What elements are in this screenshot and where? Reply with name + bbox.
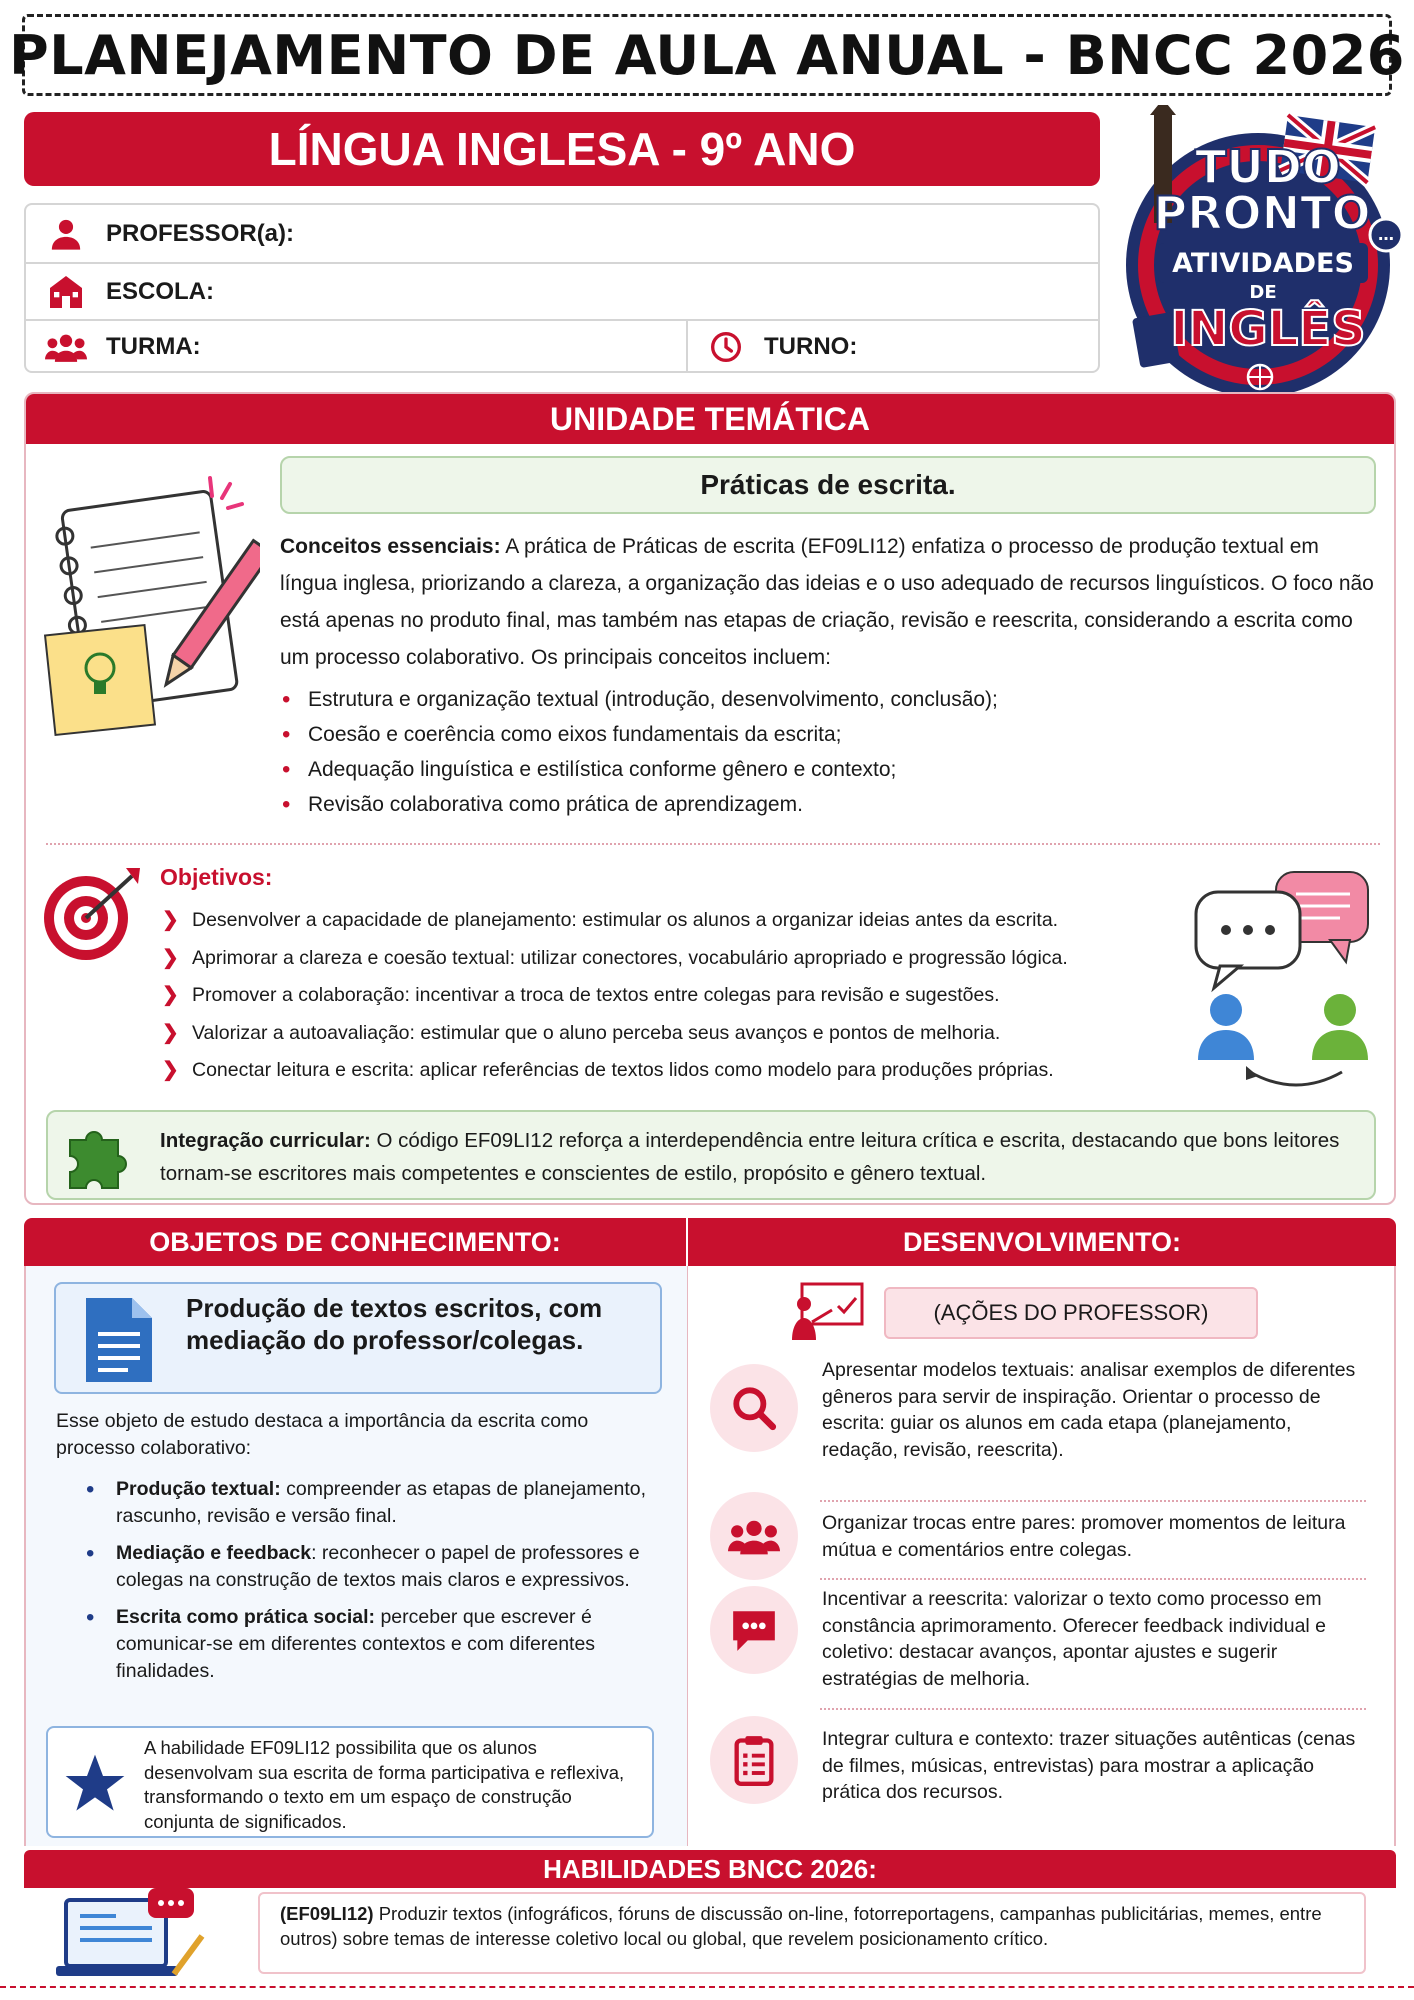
logo-tudo: TUDO bbox=[1194, 140, 1342, 194]
unidade-tematica-heading: UNIDADE TEMÁTICA bbox=[26, 394, 1394, 444]
group-icon bbox=[728, 1516, 780, 1556]
identification-box bbox=[24, 203, 1100, 373]
turma-row bbox=[26, 321, 686, 373]
logo-atividades: ATIVIDADES bbox=[1172, 248, 1354, 279]
clipboard-icon-circle bbox=[710, 1716, 798, 1804]
item-label: Produção textual: bbox=[116, 1478, 281, 1500]
star-icon bbox=[62, 1752, 128, 1816]
integracao-label: Integração curricular: bbox=[160, 1129, 371, 1152]
conceitos-label: Conceitos essenciais: bbox=[280, 535, 501, 558]
objeto-intro: Esse objeto de estudo destaca a importância da escrita como processo colaborativo: bbox=[56, 1410, 589, 1459]
document-icon bbox=[84, 1296, 154, 1384]
magnifier-icon-circle bbox=[710, 1364, 798, 1452]
objeto-title: Produção de textos escritos, com mediação do professor/colegas. bbox=[186, 1293, 603, 1355]
habilidade-code: (EF09LI12) bbox=[280, 1903, 374, 1924]
clock-icon bbox=[688, 331, 764, 363]
desenvolvimento-item: Integrar cultura e contexto: trazer situações autênticas (cenas de filmes, músicas, entrevistas) para mostrar a aplicação prática dos recursos. bbox=[822, 1728, 1356, 1803]
list-item: ❯ Promover a colaboração: incentivar a troca de textos entre colegas para revisão e sugestões. bbox=[160, 978, 1180, 1016]
item-label: Escrita como prática social: bbox=[116, 1606, 376, 1628]
list-item: ❯ Conectar leitura e escrita: aplicar referências de textos lidos como modelo para produções próprias. bbox=[160, 1053, 1180, 1091]
group-icon bbox=[26, 332, 106, 362]
objetivos-list bbox=[160, 903, 1180, 1091]
habilidade-box bbox=[258, 1892, 1366, 1974]
list-item: ❯ Valorizar a autoavaliação: estimular que o aluno perceba seus avanços e pontos de melhoria. bbox=[160, 1016, 1180, 1054]
list-item: • Coesão e coerência como eixos fundamentais da escrita; bbox=[280, 717, 1380, 752]
magnifier-icon bbox=[729, 1383, 779, 1433]
professor-label: PROFESSOR(a): bbox=[106, 219, 295, 247]
integracao-box bbox=[46, 1110, 1376, 1200]
list-item bbox=[86, 1604, 656, 1685]
integracao-text bbox=[160, 1124, 1370, 1190]
target-icon bbox=[40, 862, 144, 966]
laptop-icon bbox=[56, 1886, 206, 1982]
escola-label: ESCOLA: bbox=[106, 277, 214, 305]
habilidade-note: A habilidade EF09LI12 possibilita que os alunos desenvolvam sua escrita de forma participativa e reflexiva, transformando o texto em um espaço de construção conjunta de significados. bbox=[144, 1737, 625, 1832]
turno-row bbox=[688, 321, 1102, 373]
logo-ingles: INGLÊS bbox=[1170, 301, 1366, 357]
conceitos-paragraph bbox=[280, 528, 1380, 676]
logo-pronto: PRONTO bbox=[1153, 186, 1371, 240]
objeto-title-box bbox=[54, 1282, 662, 1394]
teacher-board-icon bbox=[788, 1280, 866, 1342]
escola-row bbox=[26, 264, 1098, 319]
integracao-body: O código EF09LI12 reforça a interdependência entre leitura crítica e escrita, destacando que bons leitores tornam-se escritores mais competentes e conscientes de estilo, propósito e gênero textual. bbox=[160, 1129, 1340, 1185]
notebook-pencil-icon bbox=[40, 470, 260, 750]
list-item: • Estrutura e organização textual (introdução, desenvolvimento, conclusão); bbox=[280, 682, 1380, 717]
habilidade-note-box bbox=[46, 1726, 654, 1838]
list-item: • Adequação linguística e estilística conforme gênero e contexto; bbox=[280, 752, 1380, 787]
conceitos-text: A prática de Práticas de escrita (EF09LI12) enfatiza o processo de produção textual em língua inglesa, priorizando a clareza, a organização das ideias e o uso adequado de recursos linguísticos. O foco não está apenas no produto final, mas também nas etapas de criação, revisão e reescrita, considerando a escrita como um processo colaborativo. Os principais conceitos incluem: bbox=[280, 535, 1374, 669]
desenvolvimento-item: Incentivar a reescrita: valorizar o texto como processo em constância aprimoramento. Oferecer feedback individual e coletivo: destacar avanços, apontar ajustes e sugerir estratégias de melhoria. bbox=[822, 1588, 1327, 1690]
list-item: ❯ Aprimorar a clareza e coesão textual: utilizar conectores, vocabulário apropriado e progressão lógica. bbox=[160, 941, 1180, 979]
desenvolvimento-item: Organizar trocas entre pares: promover momentos de leitura mútua e comentários entre colegas. bbox=[822, 1512, 1346, 1561]
habilidade-text bbox=[280, 1902, 1350, 1951]
group-icon-circle bbox=[710, 1492, 798, 1580]
turno-label: TURNO: bbox=[764, 333, 858, 360]
conversation-icon bbox=[1190, 870, 1376, 1092]
conceitos-list bbox=[280, 682, 1380, 822]
page-title: PLANEJAMENTO DE AULA ANUAL - BNCC 2026 bbox=[22, 14, 1392, 96]
tema-box: Práticas de escrita. bbox=[280, 456, 1376, 514]
tudo-pronto-logo bbox=[1118, 105, 1406, 405]
item-text: perceber que escrever é comunicar-se em diferentes contextos e com diferentes finalidades. bbox=[116, 1606, 596, 1682]
turma-label: TURMA: bbox=[106, 333, 201, 360]
objetos-heading: OBJETOS DE CONHECIMENTO: bbox=[24, 1218, 686, 1266]
school-icon bbox=[26, 275, 106, 309]
desenvolvimento-heading: DESENVOLVIMENTO: bbox=[688, 1218, 1396, 1266]
svg-text:…: … bbox=[1378, 225, 1394, 244]
item-text: : reconhecer o papel de professores e colegas na construção de textos mais claros e expressivos. bbox=[116, 1542, 640, 1591]
habilidades-heading: HABILIDADES BNCC 2026: bbox=[24, 1850, 1396, 1888]
item-label: Mediação e feedback bbox=[116, 1542, 312, 1564]
person-icon bbox=[26, 217, 106, 251]
puzzle-icon bbox=[62, 1122, 134, 1192]
list-item bbox=[86, 1540, 656, 1594]
clipboard-icon bbox=[732, 1734, 776, 1786]
acoes-professor-label: (AÇÕES DO PROFESSOR) bbox=[884, 1287, 1258, 1339]
divider bbox=[820, 1708, 1366, 1710]
divider bbox=[820, 1578, 1366, 1580]
logo-de: DE bbox=[1249, 282, 1277, 303]
item-text: compreender as etapas de planejamento, rascunho, revisão e versão final. bbox=[116, 1478, 647, 1527]
list-item: ❯ Desenvolver a capacidade de planejamento: estimular os alunos a organizar ideias antes da escrita. bbox=[160, 903, 1180, 941]
divider bbox=[46, 843, 1380, 845]
chat-icon bbox=[729, 1607, 779, 1653]
subject-banner: LÍNGUA INGLESA - 9º ANO bbox=[24, 112, 1100, 186]
objeto-list bbox=[86, 1476, 656, 1695]
bottom-divider bbox=[0, 1986, 1414, 1988]
list-item: • Revisão colaborativa como prática de aprendizagem. bbox=[280, 787, 1380, 822]
objetivos-title: Objetivos: bbox=[160, 864, 273, 890]
professor-row bbox=[26, 205, 1098, 262]
habilidade-description: Produzir textos (infográficos, fóruns de discussão on-line, fotorreportagens, campanhas publicitárias, memes, entre outros) sobre temas de interesse coletivo local ou global, que revelem posicionamento crítico. bbox=[280, 1903, 1322, 1949]
desenvolvimento-item: Apresentar modelos textuais: analisar exemplos de diferentes gêneros para servir de inspiração. Orientar o processo de escrita: guiar os alunos em cada etapa (planejamento, redação, revisão, reescrita). bbox=[822, 1359, 1356, 1461]
chat-icon-circle bbox=[710, 1586, 798, 1674]
divider bbox=[820, 1500, 1366, 1502]
list-item bbox=[86, 1476, 656, 1530]
